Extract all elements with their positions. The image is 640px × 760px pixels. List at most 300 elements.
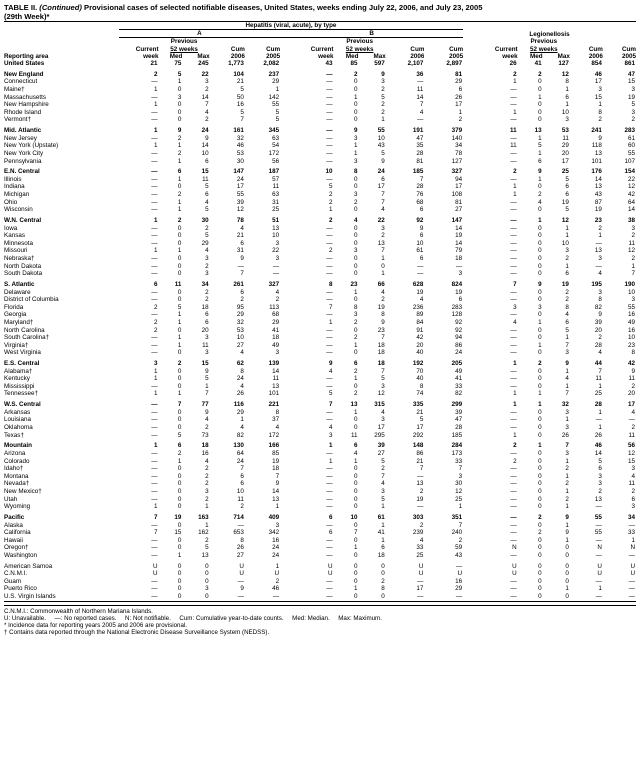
value-cell: 7 <box>419 101 424 109</box>
value-cell: 4 <box>565 311 569 319</box>
value-cell: 14 <box>416 93 424 101</box>
value-cell: — <box>151 431 158 439</box>
value-cell: 1 <box>598 408 602 416</box>
value-cell: 283 <box>451 303 463 311</box>
value-cell: 1 <box>177 457 182 465</box>
value-cell: 2 <box>329 247 333 255</box>
value-cell: 0 <box>177 408 182 416</box>
table-row <box>4 165 636 176</box>
value-cell: 82 <box>455 390 463 398</box>
value-cell: 1,773 <box>228 60 244 68</box>
value-cell: 6 <box>354 442 358 450</box>
value-cell: — <box>151 175 158 183</box>
value-cell: 9 <box>565 513 569 521</box>
value-cell: 6 <box>565 191 569 199</box>
value-cell: 11 <box>595 375 602 383</box>
value-cell: 2 <box>177 217 182 225</box>
value-cell: 0 <box>177 472 182 480</box>
value-cell: — <box>510 262 517 270</box>
value-cell: 26 <box>236 390 244 398</box>
value-cell: 3 <box>513 303 517 311</box>
reporting-area-cell: W.S. Central <box>4 401 41 409</box>
value-cell: 13 <box>272 382 280 390</box>
value-cell: 24 <box>272 544 280 552</box>
value-cell: 7 <box>565 341 569 349</box>
table-row <box>4 191 636 199</box>
value-cell: 9 <box>329 360 333 368</box>
value-cell: 4 <box>240 349 244 357</box>
value-cell: 12 <box>627 247 635 255</box>
value-cell: — <box>386 593 425 601</box>
value-cell: 15 <box>201 168 209 176</box>
value-cell: 29 <box>236 311 244 319</box>
value-cell: 10 <box>561 239 569 247</box>
value-cell: — <box>326 536 333 544</box>
value-cell: 1 <box>598 424 602 432</box>
value-cell: — <box>510 93 517 101</box>
value-cell: 87 <box>594 198 602 206</box>
value-cell: 39 <box>377 442 385 450</box>
value-cell: 21 <box>150 60 158 68</box>
value-cell: 12 <box>455 487 463 495</box>
value-cell: 16 <box>627 311 635 319</box>
value-cell: 8 <box>275 408 280 416</box>
value-cell: 78 <box>236 217 244 225</box>
value-cell: 20 <box>627 390 635 398</box>
value-cell: 1 <box>381 536 385 544</box>
value-cell: — <box>510 270 517 278</box>
header-2005-a: 2005 <box>266 52 281 60</box>
value-cell: 327 <box>451 168 463 176</box>
value-cell: 0 <box>538 585 542 593</box>
value-cell: 5 <box>565 326 569 334</box>
value-cell: 9 <box>565 360 569 368</box>
value-cell: 3 <box>275 239 280 247</box>
header-current-a: Current <box>135 45 159 53</box>
value-cell: 13 <box>594 495 602 503</box>
value-cell: — <box>326 465 333 473</box>
value-cell: 12 <box>236 206 244 214</box>
value-cell: 23 <box>377 326 385 334</box>
header-2005-l: 2005 <box>621 52 636 60</box>
header-52weeks-l: 52 weeks <box>529 45 558 53</box>
value-cell: 68 <box>272 311 280 319</box>
value-cell: 5 <box>240 85 244 93</box>
value-cell: 5 <box>381 375 385 383</box>
header-max-a: Max <box>197 52 210 60</box>
value-cell: 0 <box>565 577 569 585</box>
value-cell: 4 <box>381 288 385 296</box>
table-row <box>4 311 636 319</box>
value-cell: 6 <box>458 296 463 304</box>
value-cell: 0 <box>538 232 542 240</box>
value-cell: 6 <box>177 442 182 450</box>
table-row <box>4 142 636 150</box>
value-cell: 3 <box>598 85 602 93</box>
value-cell: 2 <box>458 116 463 124</box>
table-row <box>4 544 636 552</box>
value-cell: 2 <box>513 168 517 176</box>
header-type-b: B <box>280 30 463 38</box>
value-cell: 42 <box>416 334 424 342</box>
value-cell: 4 <box>598 349 602 357</box>
value-cell: — <box>595 521 602 529</box>
reporting-area-cell: Nebraska† <box>4 255 35 263</box>
value-cell: 8 <box>565 303 569 311</box>
value-cell: 0 <box>177 577 182 585</box>
value-cell: 0 <box>354 108 358 116</box>
value-cell: 303 <box>412 513 424 521</box>
value-cell: — <box>119 593 159 601</box>
value-cell: 28 <box>594 341 602 349</box>
value-cell: 28 <box>594 401 602 409</box>
title-week: (29th Week)* <box>4 12 50 21</box>
value-cell: 43 <box>594 191 602 199</box>
value-cell: 10 <box>350 513 358 521</box>
value-cell: — <box>151 416 158 424</box>
value-cell: 7 <box>240 465 244 473</box>
value-cell: 1 <box>458 108 463 116</box>
table-row <box>4 409 636 417</box>
value-cell: 1 <box>565 224 569 232</box>
reporting-area-cell: Washington <box>4 551 38 559</box>
table-row <box>4 578 636 586</box>
value-cell: 292 <box>412 431 424 439</box>
value-cell: 27 <box>236 341 244 349</box>
value-cell: — <box>151 270 158 278</box>
value-cell: 0 <box>177 495 182 503</box>
value-cell: 5 <box>177 431 182 439</box>
reporting-area-cell: North Carolina <box>4 326 45 334</box>
value-cell: 11 <box>272 375 280 383</box>
value-cell: 1 <box>538 318 542 326</box>
value-cell: 0 <box>354 416 358 424</box>
value-cell: 2 <box>538 70 542 78</box>
reporting-area-cell: Alaska <box>4 521 23 529</box>
value-cell: 16 <box>455 577 463 585</box>
value-cell: 0 <box>538 536 542 544</box>
value-cell: — <box>326 157 333 165</box>
value-cell: 7 <box>419 465 424 473</box>
value-cell: 2 <box>538 360 542 368</box>
value-cell: 6 <box>154 280 158 288</box>
value-cell: 1 <box>205 503 209 511</box>
footnote-provisional: * Incidence data for reporting years 2005 and 2006 are provisional. <box>4 622 187 630</box>
value-cell: 1 <box>154 503 158 511</box>
value-cell: 0 <box>177 255 182 263</box>
reporting-area-cell: Pacific <box>4 513 25 521</box>
value-cell: 5 <box>205 232 209 240</box>
value-cell: 21 <box>416 408 424 416</box>
value-cell: 148 <box>412 442 424 450</box>
title-continued: (Continued) <box>39 3 82 12</box>
value-cell: 1 <box>565 262 569 270</box>
value-cell: 9 <box>205 367 209 375</box>
value-cell: 8 <box>631 349 635 357</box>
value-cell: 3 <box>205 487 209 495</box>
value-cell: 5 <box>177 303 182 311</box>
value-cell: 1 <box>275 85 280 93</box>
value-cell: 1 <box>177 390 182 398</box>
value-cell: 3 <box>275 349 280 357</box>
value-cell: 3 <box>631 296 635 304</box>
value-cell: — <box>151 457 158 465</box>
value-cell: 9 <box>177 127 182 135</box>
title-text: Provisional cases of selected notifiable diseases, United States, weeks ending July 22, 2006, and July 23, 2005 <box>81 3 483 12</box>
value-cell: 351 <box>451 513 463 521</box>
value-cell: — <box>151 551 158 559</box>
value-cell: 13 <box>594 149 602 157</box>
value-cell: 29 <box>455 585 463 593</box>
value-cell: 28 <box>416 183 424 191</box>
header-hepatitis: Hepatitis (viral, acute), by type <box>119 22 463 30</box>
value-cell: — <box>151 334 158 342</box>
value-cell: — <box>326 450 333 458</box>
value-cell: — <box>326 270 333 278</box>
value-cell: 0 <box>177 224 182 232</box>
value-cell: 2 <box>154 318 158 326</box>
value-cell: 5 <box>381 457 385 465</box>
value-cell: 3 <box>458 270 463 278</box>
value-cell: 18 <box>377 349 385 357</box>
value-cell: 43 <box>325 60 333 68</box>
value-cell: — <box>326 480 333 488</box>
value-cell: 3 <box>598 480 602 488</box>
value-cell: 0 <box>177 367 182 375</box>
value-cell: 7 <box>381 198 385 206</box>
value-cell: — <box>510 85 517 93</box>
value-cell: 1 <box>354 288 358 296</box>
value-cell: 0 <box>177 424 182 432</box>
value-cell: 32 <box>236 318 244 326</box>
value-cell: 55 <box>627 149 635 157</box>
value-cell: 12 <box>627 450 635 458</box>
value-cell: — <box>326 495 333 503</box>
value-cell: 8 <box>381 311 385 319</box>
value-cell: 2 <box>598 224 602 232</box>
reporting-area-cell: Connecticut <box>4 78 38 86</box>
reporting-area-cell: Pennsylvania <box>4 157 42 165</box>
value-cell: 3 <box>154 360 158 368</box>
value-cell: 342 <box>268 529 280 537</box>
value-cell: 824 <box>451 280 463 288</box>
value-cell: 6 <box>205 157 209 165</box>
reporting-area-cell: Iowa <box>4 224 18 232</box>
value-cell: 9 <box>240 255 244 263</box>
value-cell: 315 <box>374 401 385 409</box>
value-cell: 1 <box>565 503 569 511</box>
value-cell: 245 <box>198 60 209 68</box>
value-cell: 3 <box>458 472 463 480</box>
value-cell: 0 <box>538 85 542 93</box>
value-cell: 7 <box>513 280 517 288</box>
value-cell: 2 <box>381 85 385 93</box>
value-cell: 0 <box>177 262 182 270</box>
value-cell: 0 <box>354 262 358 270</box>
value-cell: 0 <box>354 577 358 585</box>
value-cell: 3 <box>354 247 358 255</box>
table-row <box>4 124 636 135</box>
reporting-area-cell: Indiana <box>4 183 25 191</box>
reporting-area-cell: Kansas <box>4 232 26 240</box>
reporting-area-cell: South Dakota <box>4 270 43 278</box>
value-cell: 66 <box>377 280 385 288</box>
value-cell: 61 <box>377 513 385 521</box>
value-cell: 190 <box>624 280 635 288</box>
value-cell: 0 <box>538 424 542 432</box>
reporting-area-cell: Michigan <box>4 191 30 199</box>
value-cell: U <box>152 570 158 578</box>
value-cell: — <box>510 416 517 424</box>
value-cell: 17 <box>627 401 635 409</box>
value-cell: 1 <box>631 536 635 544</box>
value-cell: 118 <box>591 142 602 150</box>
table-row <box>4 522 636 530</box>
table-row <box>4 319 636 327</box>
table-row <box>4 183 636 191</box>
value-cell: 94 <box>455 334 463 342</box>
value-cell: 9 <box>205 408 209 416</box>
table-row <box>4 94 636 102</box>
value-cell: 6 <box>631 495 635 503</box>
table-row <box>4 247 636 255</box>
table-header <box>4 22 636 61</box>
value-cell: 23 <box>350 280 358 288</box>
value-cell: 597 <box>374 60 385 68</box>
value-cell: — <box>510 326 517 334</box>
value-cell: 2 <box>205 224 209 232</box>
reporting-area-cell: Oklahoma <box>4 424 33 432</box>
value-cell: 9 <box>565 529 569 537</box>
value-cell: 63 <box>272 191 280 199</box>
value-cell: 1 <box>565 232 569 240</box>
value-cell: 1 <box>598 101 602 109</box>
value-cell: — <box>595 536 602 544</box>
value-cell: 3 <box>538 303 542 311</box>
header-cum-b1: Cum <box>410 45 425 53</box>
value-cell: 7 <box>275 472 280 480</box>
value-cell: 0 <box>538 311 542 319</box>
value-cell: — <box>326 585 333 593</box>
value-cell: — <box>151 288 158 296</box>
reporting-area-cell: American Samoa <box>4 562 53 570</box>
value-cell: 7 <box>381 247 385 255</box>
value-cell: 15 <box>174 529 182 537</box>
value-cell: 82 <box>236 431 244 439</box>
value-cell: 1 <box>154 367 158 375</box>
header-med-l: Med <box>530 52 543 60</box>
value-cell: 0 <box>354 85 358 93</box>
value-cell: 854 <box>591 60 602 68</box>
value-cell: 0 <box>354 326 358 334</box>
reporting-area-cell: Ohio <box>4 198 18 206</box>
value-cell: 50 <box>236 93 244 101</box>
reporting-area-cell: New Jersey <box>4 134 37 142</box>
reporting-area-cell: Massachusetts <box>4 93 46 101</box>
value-cell: 3 <box>275 521 280 529</box>
value-cell: 86 <box>455 341 463 349</box>
value-cell: 1 <box>177 341 182 349</box>
header-week-l: week <box>502 52 518 60</box>
value-cell: 2 <box>458 536 463 544</box>
value-cell: 2 <box>154 70 158 78</box>
value-cell: 1 <box>205 521 209 529</box>
value-cell: 18 <box>377 360 385 368</box>
value-cell: 2 <box>631 255 635 263</box>
value-cell: 54 <box>272 142 280 150</box>
reporting-area-cell: Arizona <box>4 450 26 458</box>
value-cell: 22 <box>201 70 209 78</box>
value-cell: 2 <box>354 390 358 398</box>
footnotes <box>4 605 636 637</box>
value-cell: 1 <box>354 375 358 383</box>
value-cell: 7 <box>458 521 463 529</box>
value-cell: 0 <box>177 562 182 570</box>
value-cell: — <box>326 142 333 150</box>
value-cell: 0 <box>538 577 542 585</box>
value-cell: — <box>326 472 333 480</box>
table-row <box>4 78 636 86</box>
value-cell: 40 <box>416 375 424 383</box>
value-cell: — <box>510 503 517 511</box>
value-cell: 0 <box>538 206 542 214</box>
value-cell: 7 <box>154 529 158 537</box>
value-cell: 1 <box>177 157 182 165</box>
table-row <box>4 304 636 312</box>
value-cell: 4 <box>240 382 244 390</box>
value-cell: 4 <box>381 206 385 214</box>
header-current-b: Current <box>310 45 334 53</box>
value-cell: 42 <box>627 360 635 368</box>
value-cell: 4 <box>329 424 333 432</box>
value-cell: 36 <box>416 70 424 78</box>
value-cell: 8 <box>240 367 244 375</box>
value-cell: 221 <box>268 401 280 409</box>
table-row <box>4 263 636 271</box>
header-week-a: week <box>143 52 159 60</box>
value-cell: 3 <box>631 465 635 473</box>
value-cell: — <box>151 544 158 552</box>
value-cell: 0 <box>565 544 569 552</box>
reporting-area-cell: North Dakota <box>4 262 42 270</box>
value-cell: 4 <box>354 217 358 225</box>
reporting-area-cell: Nevada† <box>4 480 30 488</box>
reporting-area-cell: C.N.M.I. <box>4 570 28 578</box>
value-cell: 25 <box>594 390 602 398</box>
value-cell: 81 <box>455 198 463 206</box>
value-cell: — <box>417 116 424 124</box>
table-row <box>4 552 636 560</box>
value-cell: 24 <box>272 551 280 559</box>
value-cell: 64 <box>627 198 635 206</box>
header-week-b: week <box>318 52 334 60</box>
value-cell: 9 <box>381 157 385 165</box>
header-max-b: Max <box>373 52 386 60</box>
value-cell: 139 <box>268 360 280 368</box>
value-cell: 1 <box>329 457 333 465</box>
value-cell: 2 <box>205 536 209 544</box>
value-cell: — <box>151 382 158 390</box>
value-cell: 46 <box>236 142 244 150</box>
table-row <box>4 473 636 481</box>
value-cell: 2 <box>177 191 182 199</box>
value-cell: 16 <box>201 450 209 458</box>
value-cell: 40 <box>416 349 424 357</box>
table-row <box>4 206 636 214</box>
value-cell: 0 <box>177 521 182 529</box>
value-cell: 29 <box>236 408 244 416</box>
value-cell: 2 <box>381 577 385 585</box>
